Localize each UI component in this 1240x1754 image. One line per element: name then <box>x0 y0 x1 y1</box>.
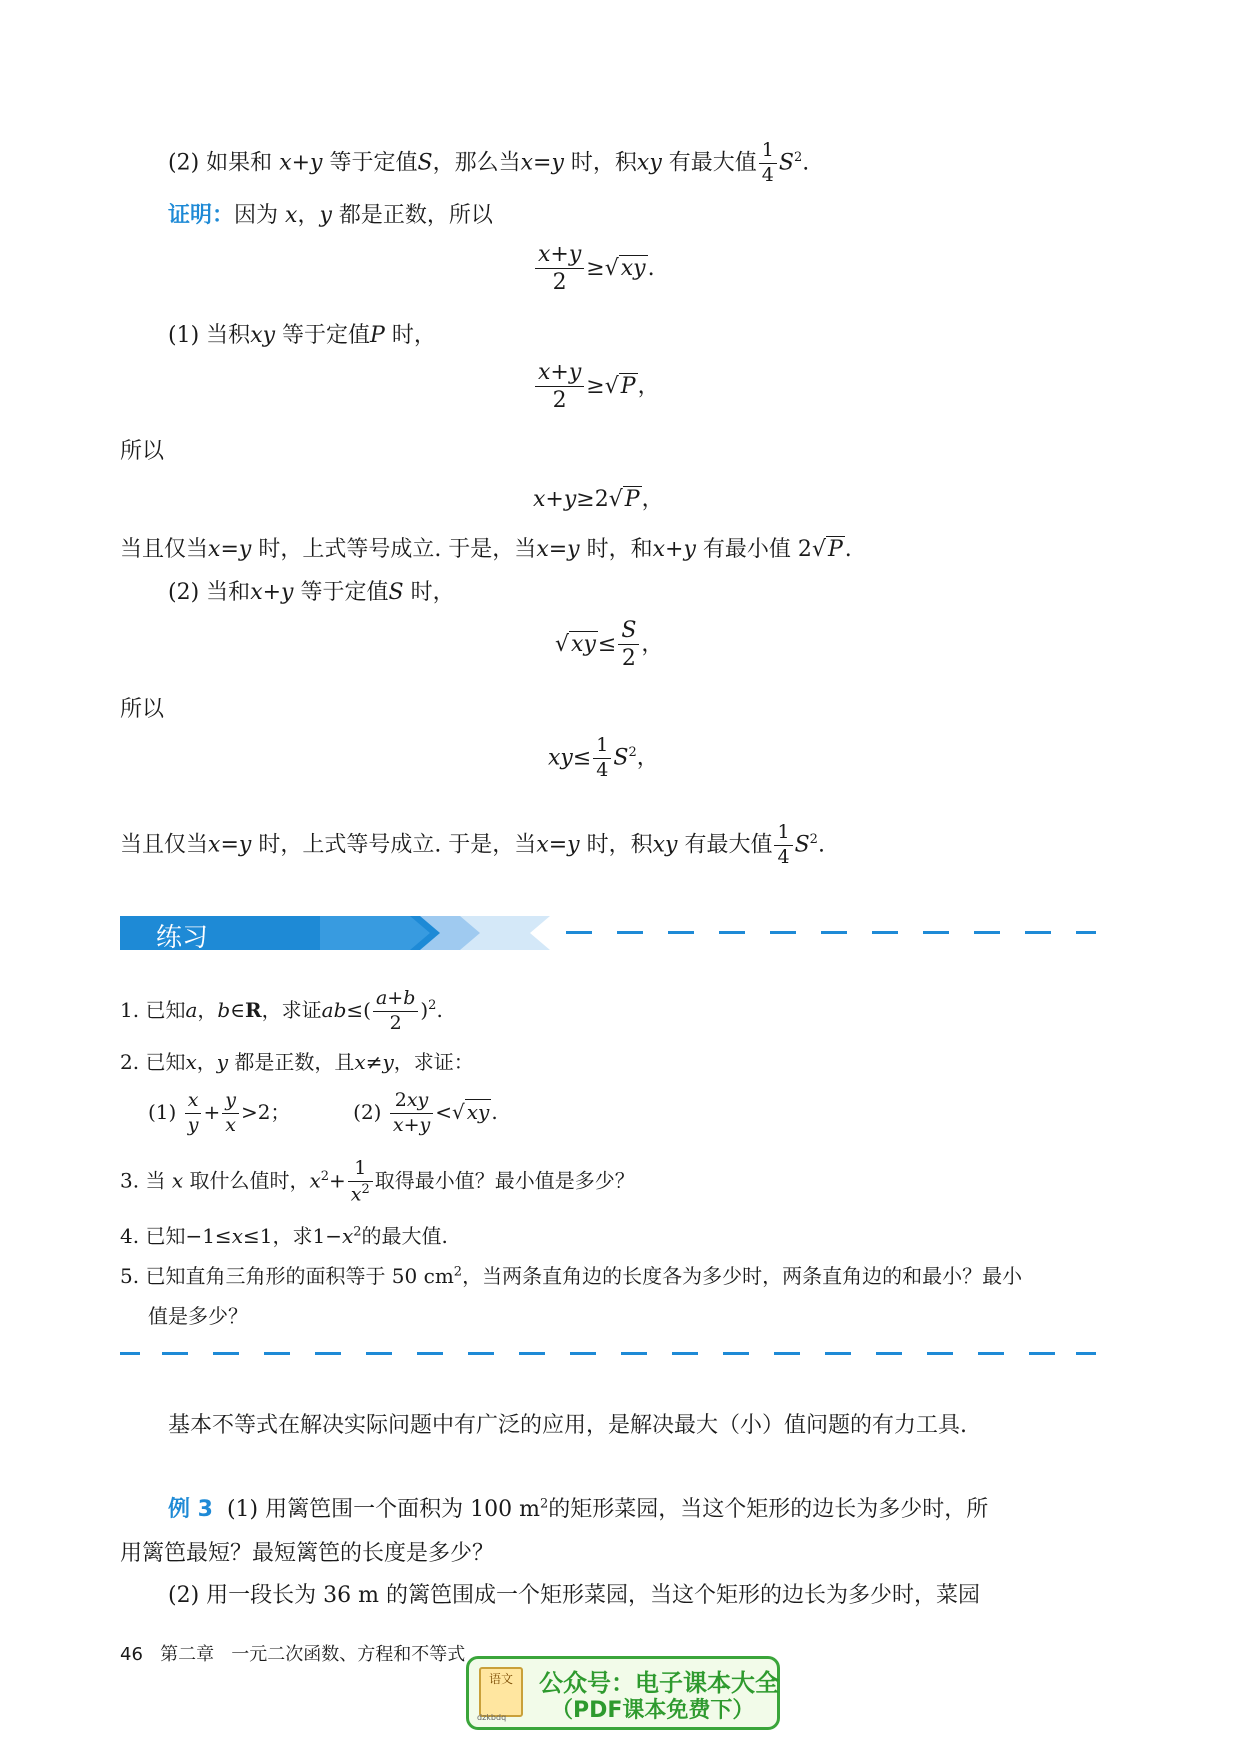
example-3-line-3: (2) 用一段长为 36 m 的篱笆围成一个矩形菜园，当这个矩形的边长为多少时，菜园 <box>168 1583 980 1608</box>
watermark-line-2: （PDF课本免费下） <box>551 1698 755 1723</box>
book-icon: 语文 <box>479 1667 523 1717</box>
case-1: (1) 当积xy 等于定值P 时， <box>168 323 436 348</box>
formula-sum: x+y≥2√P， <box>533 487 664 512</box>
proof-line: 证明：因为 x，y 都是正数，所以 <box>168 203 493 228</box>
chapter-title: 一元二次函数、方程和不等式 <box>231 1644 466 1665</box>
exercise-5: 5. 已知直角三角形的面积等于 50 $cm^2$，当两条直角边的长度各为多少时，两条直角边的和最小？最小 <box>120 1264 1023 1288</box>
exercise-3: 3. 当 x 取什么值时，$x^2+$ $\frac{1}{x^2}$ 取得最小值？最小值是多少？ <box>120 1157 635 1206</box>
formula-case-2: √xy≤ $\frac{S}{2}$ ， <box>555 618 664 672</box>
watermark-tag: dzkbdq <box>477 1713 507 1722</box>
example-3-line-1: 例 3 (1) 用篱笆围一个面积为 100 $m^2$的矩形菜园，当这个矩形的边长为多少时，所 <box>168 1496 989 1522</box>
formula-product: xy≤ $\frac{1}{4}$ $S^2$， <box>548 734 659 781</box>
practice-title: 练习 <box>156 923 209 953</box>
example-3-line-2: 用篱笆最短？最短篱笆的长度是多少？ <box>120 1541 495 1566</box>
formula-case-1: $\frac{x+y}{2}$ ≥√P， <box>533 360 660 414</box>
exercise-2-sub: (1) $\frac{x}{y}$ + $\frac{y}{x}$ >2； (2) $\frac{2xy}{x+y}$ <√ xy . <box>148 1089 498 1136</box>
statement-2: (2) 如果和 x+y 等于定值S，那么当x=y 时，积xy 有最大值 $\frac{1}{4}$ $S^2$. <box>168 139 810 186</box>
proof-label: 证明： <box>168 203 235 228</box>
exercise-5-cont: 值是多少？ <box>148 1304 248 1328</box>
example-label: 例 3 <box>168 1497 213 1522</box>
exercise-2: 2. 已知x，y 都是正数，且x≠y，求证： <box>120 1050 474 1074</box>
suoyi-1: 所以 <box>120 439 165 464</box>
exercise-4: 4. 已知−1≤x≤1，求$1-x^2$的最大值. <box>120 1224 448 1248</box>
formula-am-gm: $\frac{x+y}{2}$ ≥√xy. <box>533 242 655 296</box>
watermark-line-1: 公众号：电子课本大全 <box>539 1669 779 1697</box>
case-2: (2) 当和x+y 等于定值S 时， <box>168 580 455 605</box>
watermark <box>466 1656 780 1730</box>
exercise-1: 1. 已知a，b∈R，求证ab≤( $\frac{a+b}{2}$ )$^2$. <box>120 987 443 1034</box>
intro-paragraph: 基本不等式在解决实际问题中有广泛的应用，是解决最大（小）值问题的有力工具. <box>168 1413 967 1438</box>
page-number: 46 <box>120 1644 143 1665</box>
conclusion-min: 当且仅当x=y 时，上式等号成立. 于是，当x=y 时，和x+y 有最小值 2√P. <box>120 537 852 562</box>
conclusion-max: 当且仅当x=y 时，上式等号成立. 于是，当x=y 时，积xy 有最大值 $\frac{1}{4}$ $S^2$. <box>120 821 825 868</box>
footer <box>120 1640 465 1666</box>
suoyi-2: 所以 <box>120 697 165 722</box>
chapter-label: 第二章 <box>160 1644 215 1665</box>
